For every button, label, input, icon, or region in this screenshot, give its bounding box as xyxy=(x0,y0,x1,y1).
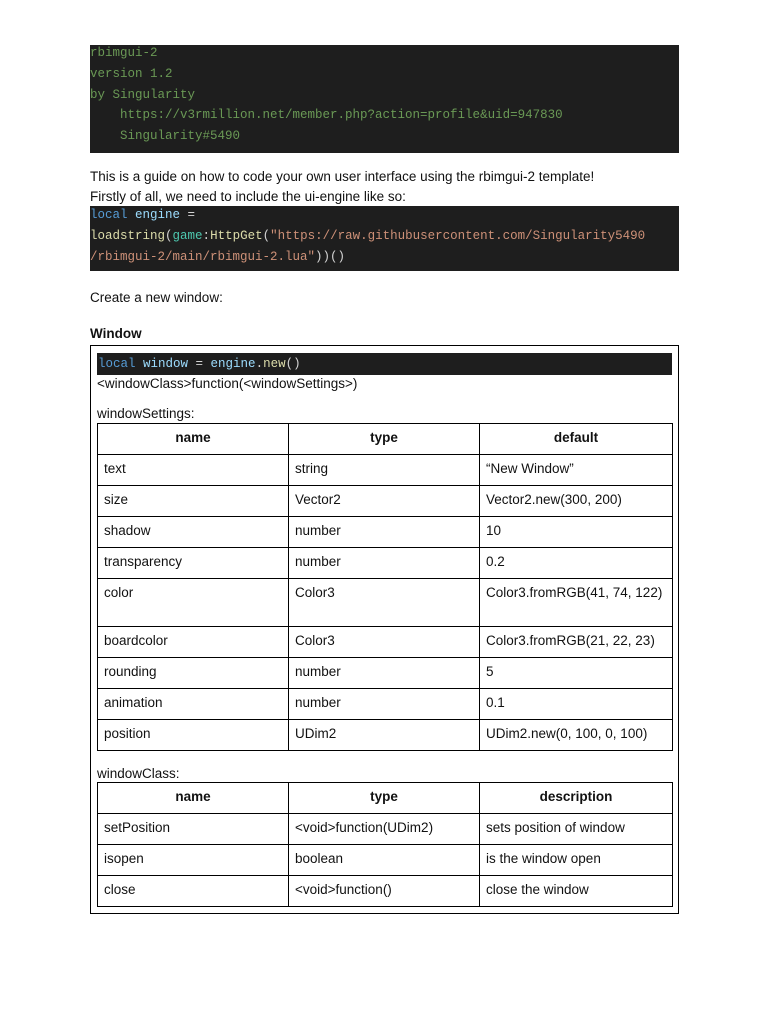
code-line: Singularity#5490 xyxy=(90,129,241,144)
code-variable: engine xyxy=(210,357,256,371)
table-cell: shadow xyxy=(98,517,289,548)
header-cell: name xyxy=(98,424,289,455)
table-cell: 10 xyxy=(480,517,673,548)
table-header-row xyxy=(98,424,673,455)
table-row xyxy=(98,517,673,548)
table-row xyxy=(98,455,673,486)
header-cell: name xyxy=(98,783,289,814)
window-doc-frame xyxy=(90,345,679,914)
table-cell: color xyxy=(98,579,289,627)
code-line: rbimgui-2 xyxy=(90,46,158,60)
table-cell: setPosition xyxy=(98,814,289,845)
create-window-text: Create a new window: xyxy=(90,290,223,305)
window-code-block xyxy=(97,353,672,375)
table-cell: 5 xyxy=(480,658,673,689)
table-cell: Color3.fromRGB(21, 22, 23) xyxy=(480,627,673,658)
table-row xyxy=(98,845,673,876)
class-table xyxy=(97,782,673,907)
table-cell: “New Window” xyxy=(480,455,673,486)
table-cell: Color3.fromRGB(41, 74, 122) xyxy=(480,579,673,627)
table-cell: number xyxy=(289,517,480,548)
settings-label: windowSettings: xyxy=(97,406,195,421)
code-punct: . xyxy=(255,357,264,371)
table-cell: <void>function(UDim2) xyxy=(289,814,480,845)
table-cell: boolean xyxy=(289,845,480,876)
include-code-block xyxy=(90,206,679,271)
code-string: "https://raw.githubusercontent.com/Singularity5490 xyxy=(270,228,646,243)
table-row xyxy=(98,627,673,658)
code-function: loadstring xyxy=(90,228,166,243)
code-punct: () xyxy=(285,357,301,371)
section-title: Window xyxy=(90,326,142,341)
code-keyword: local xyxy=(98,357,136,371)
code-keyword: local xyxy=(90,208,128,222)
header-cell: description xyxy=(480,783,673,814)
table-cell: animation xyxy=(98,689,289,720)
table-row xyxy=(98,720,673,751)
table-header-row xyxy=(98,783,673,814)
table-cell: position xyxy=(98,720,289,751)
table-cell: size xyxy=(98,486,289,517)
code-punct: ))() xyxy=(315,249,346,264)
table-cell: UDim2 xyxy=(289,720,480,751)
table-cell: 0.2 xyxy=(480,548,673,579)
intro-line-2: Firstly of all, we need to include the ui-engine like so: xyxy=(90,189,406,204)
table-cell: <void>function() xyxy=(289,876,480,907)
table-cell: text xyxy=(98,455,289,486)
table-cell: Vector2.new(300, 200) xyxy=(480,486,673,517)
code-string: /rbimgui-2/main/rbimgui-2.lua" xyxy=(90,249,316,264)
table-row xyxy=(98,579,673,627)
code-function: HttpGet xyxy=(210,228,263,243)
table-cell: transparency xyxy=(98,548,289,579)
table-cell: Color3 xyxy=(289,627,480,658)
table-cell: UDim2.new(0, 100, 0, 100) xyxy=(480,720,673,751)
table-cell: string xyxy=(289,455,480,486)
code-variable: window xyxy=(135,357,189,371)
table-cell: 0.1 xyxy=(480,689,673,720)
code-line: version 1.2 xyxy=(90,66,173,81)
table-cell: close the window xyxy=(480,876,673,907)
table-cell: close xyxy=(98,876,289,907)
code-global: game xyxy=(172,228,203,243)
header-cell: type xyxy=(289,783,480,814)
table-row xyxy=(98,876,673,907)
code-punct: ( xyxy=(262,228,271,243)
table-cell: sets position of window xyxy=(480,814,673,845)
table-cell: boardcolor xyxy=(98,627,289,658)
code-line: by Singularity xyxy=(90,87,196,102)
table-row xyxy=(98,486,673,517)
table-row xyxy=(98,814,673,845)
code-operator: = xyxy=(188,357,211,371)
table-cell: isopen xyxy=(98,845,289,876)
intro-line-1: This is a guide on how to code your own user interface using the rbimgui-2 template! xyxy=(90,169,595,184)
code-punct: ( xyxy=(165,228,173,243)
table-row xyxy=(98,658,673,689)
signature-text: <windowClass>function(<windowSettings>) xyxy=(97,376,358,391)
header-cell: type xyxy=(289,424,480,455)
table-cell: number xyxy=(289,548,480,579)
table-cell: number xyxy=(289,689,480,720)
code-variable: engine xyxy=(127,208,181,222)
table-cell: number xyxy=(289,658,480,689)
code-punct: : xyxy=(202,228,211,243)
table-row xyxy=(98,548,673,579)
table-cell: is the window open xyxy=(480,845,673,876)
settings-table xyxy=(97,423,673,751)
code-function: new xyxy=(263,357,286,371)
table-cell: Color3 xyxy=(289,579,480,627)
table-row xyxy=(98,689,673,720)
header-cell: default xyxy=(480,424,673,455)
code-operator: = xyxy=(180,208,196,222)
table-cell: rounding xyxy=(98,658,289,689)
class-label: windowClass: xyxy=(97,766,180,781)
header-code-block xyxy=(90,45,679,153)
table-cell: Vector2 xyxy=(289,486,480,517)
code-line: https://v3rmillion.net/member.php?action=profile&uid=947830 xyxy=(90,108,563,123)
